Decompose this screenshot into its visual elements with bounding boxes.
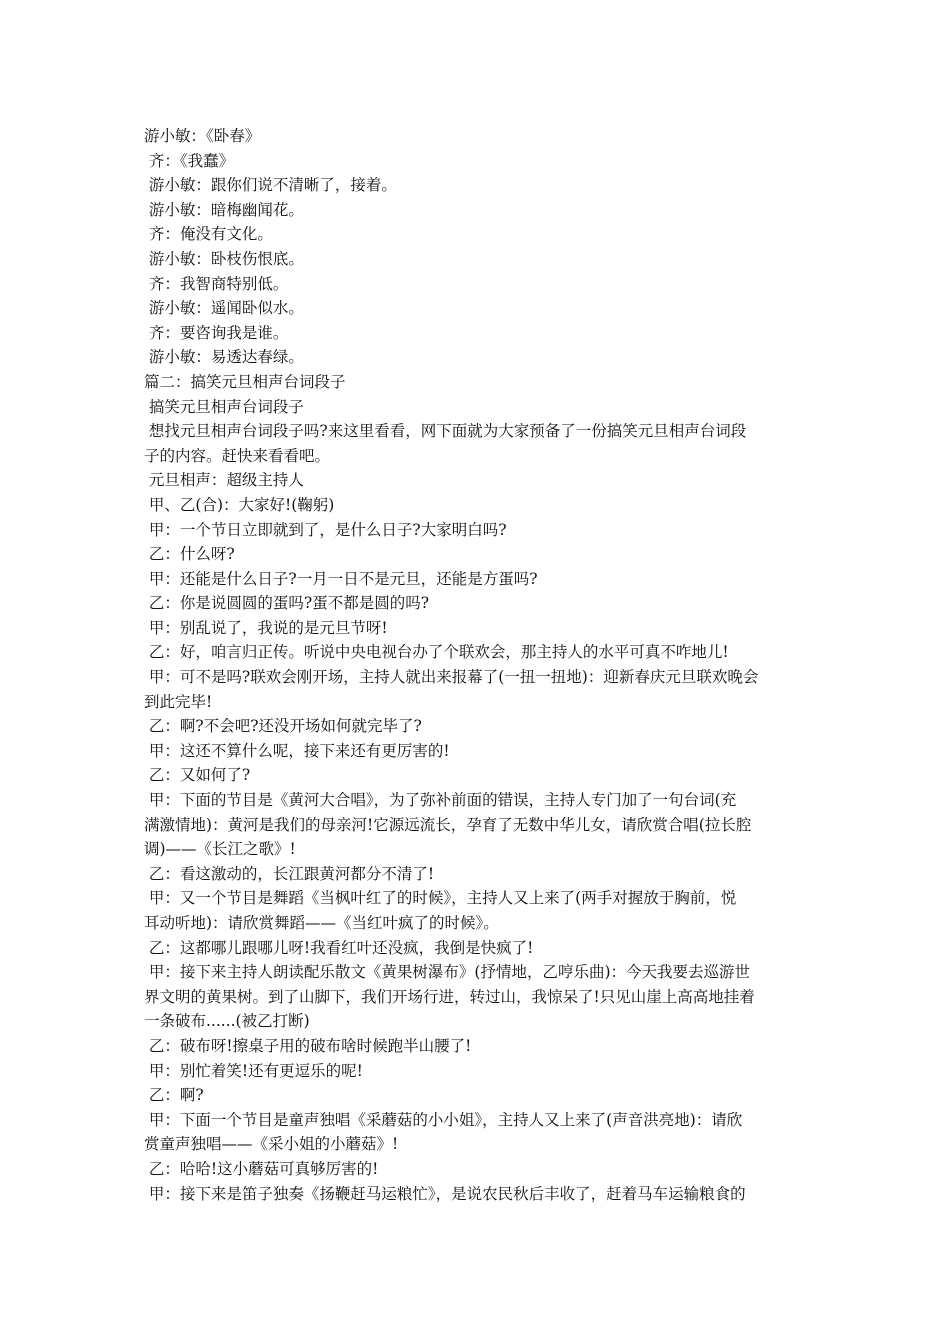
- text-line: 到此完毕!: [144, 692, 213, 711]
- text-line: 游小敏：《卧春》: [144, 127, 261, 145]
- text-line: 甲：别乱说了，我说的是元旦节呀!: [144, 618, 388, 637]
- text-line: 乙：看这激动的，长江跟黄河都分不清了!: [144, 864, 435, 883]
- text-line: 甲：接下来是笛子独奏《扬鞭赶马运粮忙》，是说农民秋后丰收了，赶着马车运输粮食的: [144, 1184, 746, 1203]
- text-line: 一条破布......(被乙打断): [144, 1012, 310, 1031]
- text-line: 甲、乙(合)：大家好!(鞠躬): [144, 495, 335, 514]
- text-line: 齐：俺没有文化。: [144, 225, 273, 244]
- text-line: 篇二：搞笑元旦相声台词段子: [144, 372, 346, 391]
- text-line: 乙：什么呀?: [144, 545, 235, 564]
- text-line: 甲：下面一个节目是童声独唱《采蘑菇的小小姐》，主持人又上来了(声音洪亮地)：请欣: [144, 1110, 743, 1129]
- text-line: 甲：别忙着笑!还有更逗乐的呢!: [144, 1061, 363, 1080]
- text-line: 界文明的黄果树。到了山脚下，我们开场行进，转过山，我惊呆了!只见山崖上高高地挂着: [144, 987, 755, 1006]
- text-line: 甲：还能是什么日子?一月一日不是元旦，还能是方蛋吗?: [144, 569, 538, 588]
- text-line: 甲：接下来主持人朗读配乐散文《黄果树瀑布》(抒情地，乙哼乐曲)：今天我要去巡游世: [144, 963, 751, 982]
- text-line: 甲：又一个节目是舞蹈《当枫叶红了的时候》，主持人又上来了(两手对握放于胸前，悦: [144, 889, 737, 908]
- text-line: 齐：要咨询我是谁。: [144, 323, 289, 342]
- text-line: 乙：哈哈!这小蘑菇可真够厉害的!: [144, 1159, 379, 1178]
- text-line: 乙：破布呀!擦桌子用的破布啥时候跑半山腰了!: [144, 1036, 472, 1055]
- text-line: 乙：好，咱言归正传。听说中央电视台办了个联欢会，那主持人的水平可真不咋地儿!: [144, 643, 729, 662]
- text-line: 搞笑元旦相声台词段子: [144, 397, 304, 416]
- text-line: 甲：一个节日立即就到了，是什么日子?大家明白吗?: [144, 520, 507, 539]
- text-line: 齐：我智商特别低。: [144, 274, 289, 293]
- text-line: 乙：啊?不会吧?还没开场如何就完毕了?: [144, 717, 422, 736]
- text-line: 游小敏：遥闻卧似水。: [144, 299, 304, 318]
- text-line: 乙：这都哪儿跟哪儿呀!我看红叶还没疯，我倒是快疯了!: [144, 938, 534, 957]
- text-line: 游小敏：跟你们说不清晰了，接着。: [144, 176, 397, 195]
- text-line: 子的内容。赶快来看看吧。: [144, 446, 331, 465]
- text-line: 甲：这还不算什么呢，接下来还有更厉害的!: [144, 741, 450, 760]
- text-line: 元旦相声：超级主持人: [144, 471, 304, 490]
- text-line: 乙：啊?: [144, 1086, 204, 1105]
- text-line: 乙：你是说圆圆的蛋吗?蛋不都是圆的吗?: [144, 594, 430, 613]
- text-line: 游小敏：易透达春绿。: [144, 348, 304, 367]
- text-line: 耳动听地)：请欣赏舞蹈——《当红叶疯了的时候》。: [144, 914, 499, 932]
- text-line: 齐：《我蠢》: [144, 151, 235, 170]
- text-line: 甲：下面的节目是《黄河大合唱》，为了弥补前面的错误，主持人专门加了一句台词(充: [144, 791, 737, 810]
- text-line: 赏童声独唱——《采小姐的小蘑菇》!: [144, 1135, 399, 1154]
- text-line: 满激情地)：黄河是我们的母亲河!它源远流长，孕育了无数中华儿女，请欣赏合唱(拉长腔: [144, 815, 752, 834]
- text-line: 想找元旦相声台词段子吗?来这里看看，网下面就为大家预备了一份搞笑元旦相声台词段: [144, 422, 747, 441]
- text-line: 调)——《长江之歌》!: [144, 840, 296, 859]
- document-body: [144, 124, 812, 1206]
- text-line: 甲：可不是吗?联欢会刚开场，主持人就出来报幕了(一扭一扭地)：迎新春庆元旦联欢晚会: [144, 668, 759, 687]
- text-line: 游小敏：暗梅幽闻花。: [144, 200, 304, 219]
- text-line: 游小敏：卧枝伤恨底。: [144, 249, 304, 268]
- text-line: 乙：又如何了?: [144, 766, 251, 785]
